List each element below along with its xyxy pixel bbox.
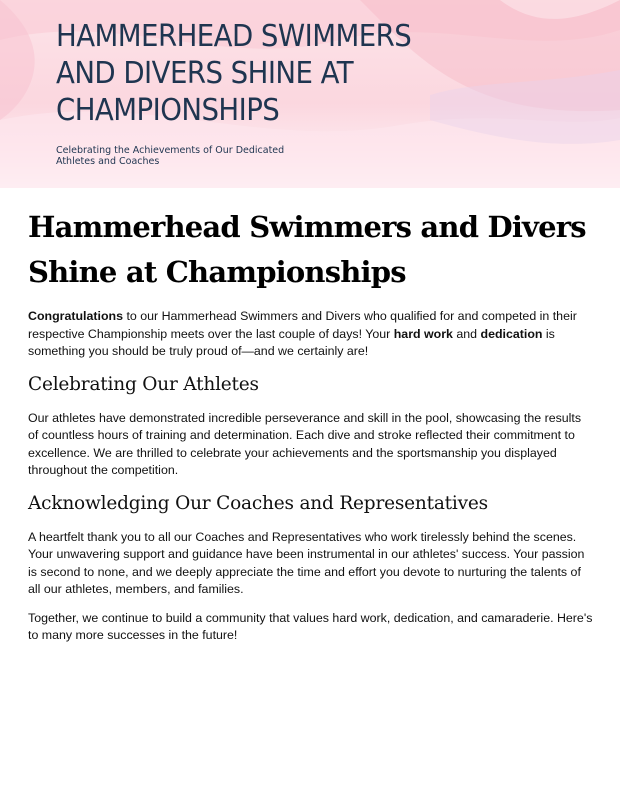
intro-text-3: is something you should be truly proud of—and we certainly are! (28, 326, 555, 358)
section-heading-athletes: Celebrating Our Athletes (28, 373, 259, 395)
intro-bold-dedication: dedication (480, 326, 543, 341)
athletes-paragraph: Our athletes have demonstrated incredible perseverance and skill in the pool, showcasing the results of countless hours of training and determination. Each dive and stroke reflected their commitment to excellence. We are thrilled to celebrate your achievements and the sportsmanship you displayed throughout the competition. (28, 410, 582, 477)
intro-bold-hard-work: hard work (393, 326, 453, 341)
intro-bold-congratulations: Congratulations (28, 309, 123, 323)
header-banner (0, 0, 620, 188)
closing-paragraph: Together, we continue to build a community that values hard work, dedication, and camaraderie. Here's to many more successes in the future! (28, 610, 593, 642)
article-heading: Hammerhead Swimmers and Divers Shine at Championships (28, 210, 586, 289)
section-heading-coaches: Acknowledging Our Coaches and Representatives (28, 492, 488, 514)
coaches-paragraph: A heartfelt thank you to all our Coaches and Representatives who work tirelessly behind the scenes. Your unwavering support and guidance have been instrumental in our athletes' success. Your passion is second to none, and we deeply appreciate the time and effort you devote to nurturing the talents of all our athletes, members, and families. (28, 529, 585, 596)
intro-text-1: to our Hammerhead Swimmers and Divers who qualified for and competed in their respective Championship meets over the last couple of days! Your (28, 309, 577, 341)
article-body (28, 205, 594, 656)
banner-subtitle: Celebrating the Achievements of Our Dedicated Athletes and Coaches (56, 145, 285, 167)
banner-title: HAMMERHEAD SWIMMERS AND DIVERS SHINE AT CHAMPIONSHIPS (56, 19, 412, 128)
intro-paragraph (28, 308, 594, 361)
intro-text-2: and (452, 326, 481, 341)
